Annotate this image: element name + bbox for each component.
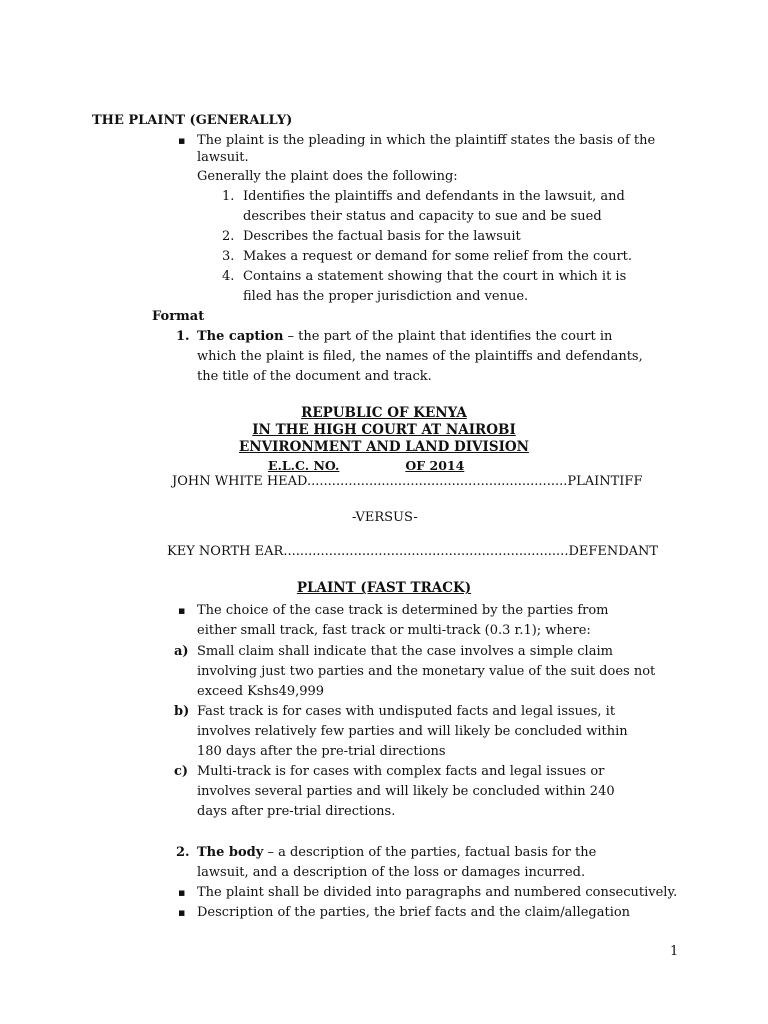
track-item-text: 180 days after the pre-trial directions (197, 744, 446, 759)
caption-description-line3: the title of the document and track. (197, 369, 432, 384)
body-description-line2: lawsuit, and a description of the loss or damages incurred. (197, 865, 586, 880)
body-description: – a description of the parties, factual basis for the (263, 845, 597, 860)
track-item-text: Small claim shall indicate that the case involves a simple claim (197, 644, 613, 659)
track-item-text: Multi-track is for cases with complex facts and legal issues or (197, 764, 605, 779)
body-bullet-text: The plaint shall be divided into paragraphs and numbered consecutively. (197, 885, 678, 900)
track-item-text: involves several parties and will likely be concluded within 240 (197, 784, 615, 799)
bullet-icon: ▪ (178, 906, 186, 919)
track-item-text: days after pre-trial directions. (197, 804, 396, 819)
list-item-number: 1. (222, 189, 235, 204)
list-item-number: 4. (222, 269, 235, 284)
track-item-text: involving just two parties and the monetary value of the suit does not (197, 664, 656, 679)
caption-description: – the part of the plaint that identifies the court in (283, 329, 613, 344)
track-bullet-line1: The choice of the case track is determined by the parties from (197, 603, 609, 618)
bullet-icon: ▪ (178, 604, 186, 617)
track-item-letter: b) (174, 704, 190, 719)
body-description-line1 (197, 844, 596, 862)
intro-bullet-line2: lawsuit. (197, 150, 249, 165)
caption-description-line2: which the plaint is filed, the names of the plaintiffs and defendants, (197, 349, 643, 364)
track-item-text: Fast track is for cases with undisputed facts and legal issues, it (197, 704, 616, 719)
caption-term: The caption (197, 329, 284, 344)
plaint-title: PLAINT (FAST TRACK) (296, 580, 472, 596)
bullet-icon: ▪ (178, 886, 186, 899)
list-item-text: Makes a request or demand for some relief from the court. (243, 249, 633, 264)
republic-heading: REPUBLIC OF KENYA (301, 405, 467, 421)
intro-bullet-line1: The plaint is the pleading in which the plaintiff states the basis of the (197, 133, 656, 148)
court-heading: IN THE HIGH COURT AT NAIROBI (252, 422, 516, 438)
case-number-label: E.L.C. NO. (268, 458, 340, 473)
generally-line: Generally the plaint does the following: (197, 169, 458, 184)
list-item-text: describes their status and capacity to sue and be sued (243, 209, 602, 224)
bullet-icon: ▪ (178, 134, 186, 147)
track-item-text: involves relatively few parties and will likely be concluded within (197, 724, 628, 739)
track-item-letter: a) (174, 644, 189, 659)
section-heading: THE PLAINT (GENERALLY) (92, 113, 293, 128)
body-term: The body (197, 845, 264, 860)
page-number: 1 (670, 944, 679, 959)
format-label: Format (152, 309, 205, 324)
defendant-line: KEY NORTH EAR.....................................................................DEFENDANT (167, 544, 659, 559)
list-item-text: Describes the factual basis for the lawsuit (243, 229, 521, 244)
track-bullet-line2: either small track, fast track or multi-track (0.3 r.1); where: (197, 623, 591, 638)
versus-line: -VERSUS- (352, 510, 418, 525)
list-item-text: Identifies the plaintiffs and defendants in the lawsuit, and (243, 189, 625, 204)
case-year: OF 2014 (405, 458, 465, 473)
list-item-text: filed has the proper jurisdiction and venue. (243, 289, 529, 304)
list-item-number: 2. (222, 229, 235, 244)
plaintiff-line: JOHN WHITE HEAD...............................................................PLAINTIFF (172, 474, 643, 489)
format-item-number: 1. (176, 329, 190, 344)
caption-description-line1 (197, 328, 612, 346)
division-heading: ENVIRONMENT AND LAND DIVISION (239, 439, 529, 455)
body-item-number: 2. (176, 845, 190, 860)
track-item-letter: c) (174, 764, 189, 779)
list-item-text: Contains a statement showing that the court in which it is (243, 269, 627, 284)
body-bullet-text: Description of the parties, the brief facts and the claim/allegation (197, 905, 631, 920)
list-item-number: 3. (222, 249, 235, 264)
track-item-text: exceed Kshs49,999 (197, 684, 325, 699)
